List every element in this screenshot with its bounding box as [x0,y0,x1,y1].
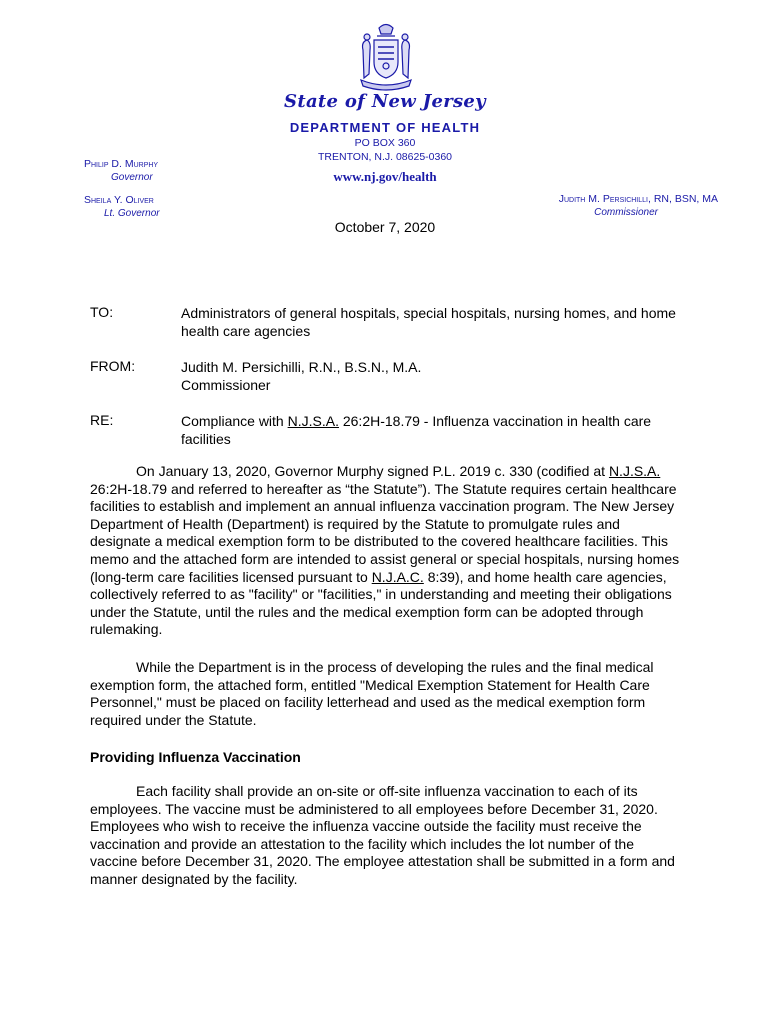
re-prefix: Compliance with [181,413,288,429]
commissioner-title: Commissioner [594,207,658,218]
commissioner-name: Judith M. Persichilli, RN, BSN, MA [558,193,718,205]
to-label: TO: [90,304,114,320]
re-label: RE: [90,412,114,428]
department-name: DEPARTMENT OF HEALTH [289,120,481,135]
to-text: Administrators of general hospitals, special hospitals, nursing homes, and home health care agencies [181,305,676,339]
p1-end: 8:39), and home health care agencies, collectively referred to as "facility" or "facilities," in understanding and meeting their obligations under the Statute, until the rules and the medical exemption form can be adopted through rulemaking. [90,568,672,638]
re-suffix: 26:2H-18.79 - Influenza vaccination in health care facilities [181,413,652,447]
state-title: State of New Jersey [284,91,486,112]
address-line-2: TRENTON, N.J. 08625-0360 [317,151,453,163]
state-seal-icon [355,20,417,92]
paragraph-statute [90,463,682,639]
memo-date: October 7, 2020 [334,219,436,235]
website-link[interactable]: www.nj.gov/health [333,169,437,184]
p3-text: Each facility shall provide an on-site or off-site influenza vaccination to each of its employees. The vaccine must be administered to all employees before December 31, 2020. Employees who wish to receive the influenza vaccine outside the facility must receive the vaccination and provide an attestation to the facility which includes the lot number of the vaccine before December 31, 2020. The employee attestation shall be submitted in a form and manner designated by the facility. [90,783,675,887]
governor-name: Philip D. Murphy [84,158,159,170]
section-heading: Providing Influenza Vaccination [90,749,301,765]
from-text [181,358,691,394]
paragraph-vaccination [90,783,682,889]
lt-governor-name: Sheila Y. Oliver [84,194,154,206]
from-name: Judith M. Persichilli, R.N., B.S.N., M.A. [181,359,422,375]
p1-citation-njac: N.J.A.C. [371,568,424,585]
paragraph-exemption-form [90,659,682,729]
from-label: FROM: [90,358,136,374]
p1-middle: 26:2H-18.79 and referred to hereafter as “the Statute”). The Statute requires certain healthcare facilities to establish and implement an annual influenza vaccination program. The New Jersey Department of Health (Department) is required by the Statute to promulgate rules and designate a medical exemption form to be distributed to the covered healthcare facilities. This memo and the attached form are intended to assist general or special hospitals, nursing homes (long-term care facilities licensed pursuant to [90,480,680,585]
address-line-1: PO BOX 360 [354,137,416,149]
re-citation: N.J.S.A. [287,413,339,429]
lt-governor-title: Lt. Governor [104,208,160,219]
p1-citation-njsa: N.J.S.A. [608,463,661,479]
re-text [181,412,691,448]
p1-intro: On January 13, 2020, Governor Murphy signed P.L. 2019 c. 330 (codified at [136,463,609,479]
from-title: Commissioner [181,377,271,393]
governor-title: Governor [111,172,153,183]
p2-text: While the Department is in the process of developing the rules and the final medical exemption form, the attached form, entitled "Medical Exemption Statement for Health Care Personnel," must be placed on facility letterhead and used as the medical exemption form required under the Statute. [90,659,654,728]
